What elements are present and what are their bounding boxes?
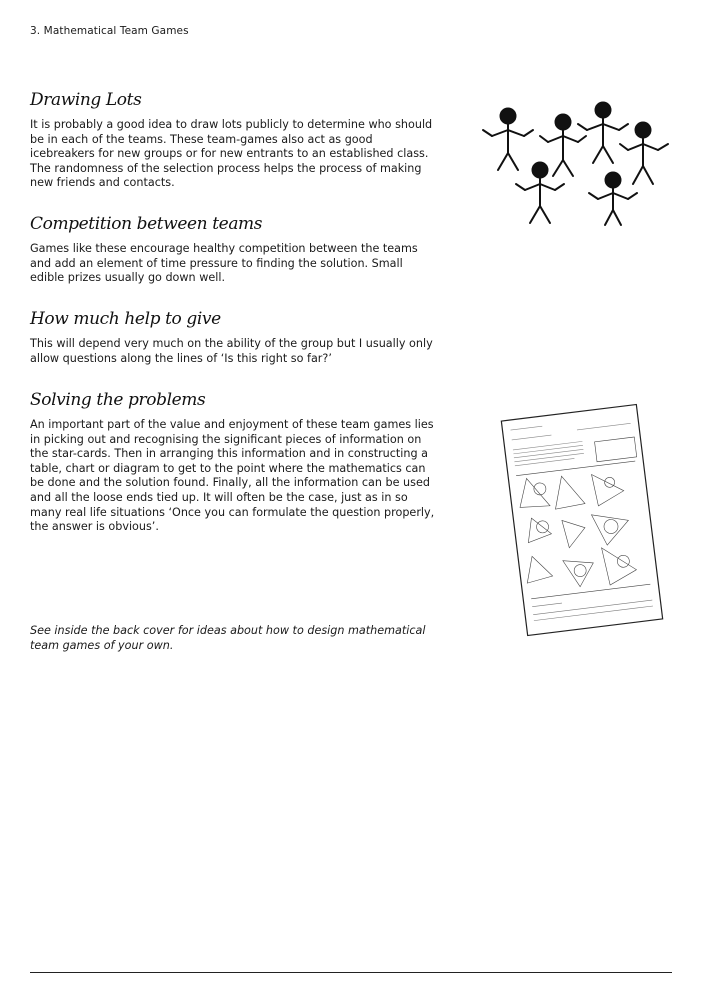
section-heading: Solving the problems xyxy=(30,390,206,410)
section-heading: How much help to give xyxy=(30,309,221,329)
section-how-much-help xyxy=(30,309,435,366)
section-body: Games like these encourage healthy competition between the teams and add an element of time pressure to finding the solution. Small edible prizes usually go down well. xyxy=(30,242,418,285)
section-body: It is probably a good idea to draw lots publicly to determine who should be in each of the teams. These team-games also act as good icebreakers for new groups or for new entrants to an established class. The randomness of the selection process helps the process of making new friends and contacts. xyxy=(30,118,433,190)
stick-figures-illustration xyxy=(478,98,678,228)
footer-rule xyxy=(30,972,672,973)
stick-figure xyxy=(589,173,637,226)
stick-figure xyxy=(620,123,668,185)
running-head: 3. Mathematical Team Games xyxy=(30,25,189,37)
section-solving-problems xyxy=(30,390,435,535)
section-heading: Drawing Lots xyxy=(30,90,142,110)
section-heading: Competition between teams xyxy=(30,214,263,234)
stick-figure xyxy=(483,109,533,171)
stick-figure xyxy=(578,103,628,164)
section-body: An important part of the value and enjoyment of these team games lies in picking out and recognising the significant pieces of information on the star-cards. Then in arranging this information and in constructing a table, chart or diagram to get to the point where the mathematics can be done and the solution found. Finally, all the information can be used and all the loose ends tied up. It will often be the case, just as in so many real life situations ‘Once you can formulate the question properly, the answer is obvious’. xyxy=(30,418,435,534)
worksheet-thumbnail-illustration xyxy=(492,400,672,640)
closing-note: See inside the back cover for ideas about how to design mathematical team games of your own. xyxy=(30,624,426,652)
section-competition xyxy=(30,214,435,286)
section-body: This will depend very much on the ability of the group but I usually only allow questions along the lines of ‘Is this right so far?’ xyxy=(30,337,433,365)
section-drawing-lots xyxy=(30,90,435,191)
